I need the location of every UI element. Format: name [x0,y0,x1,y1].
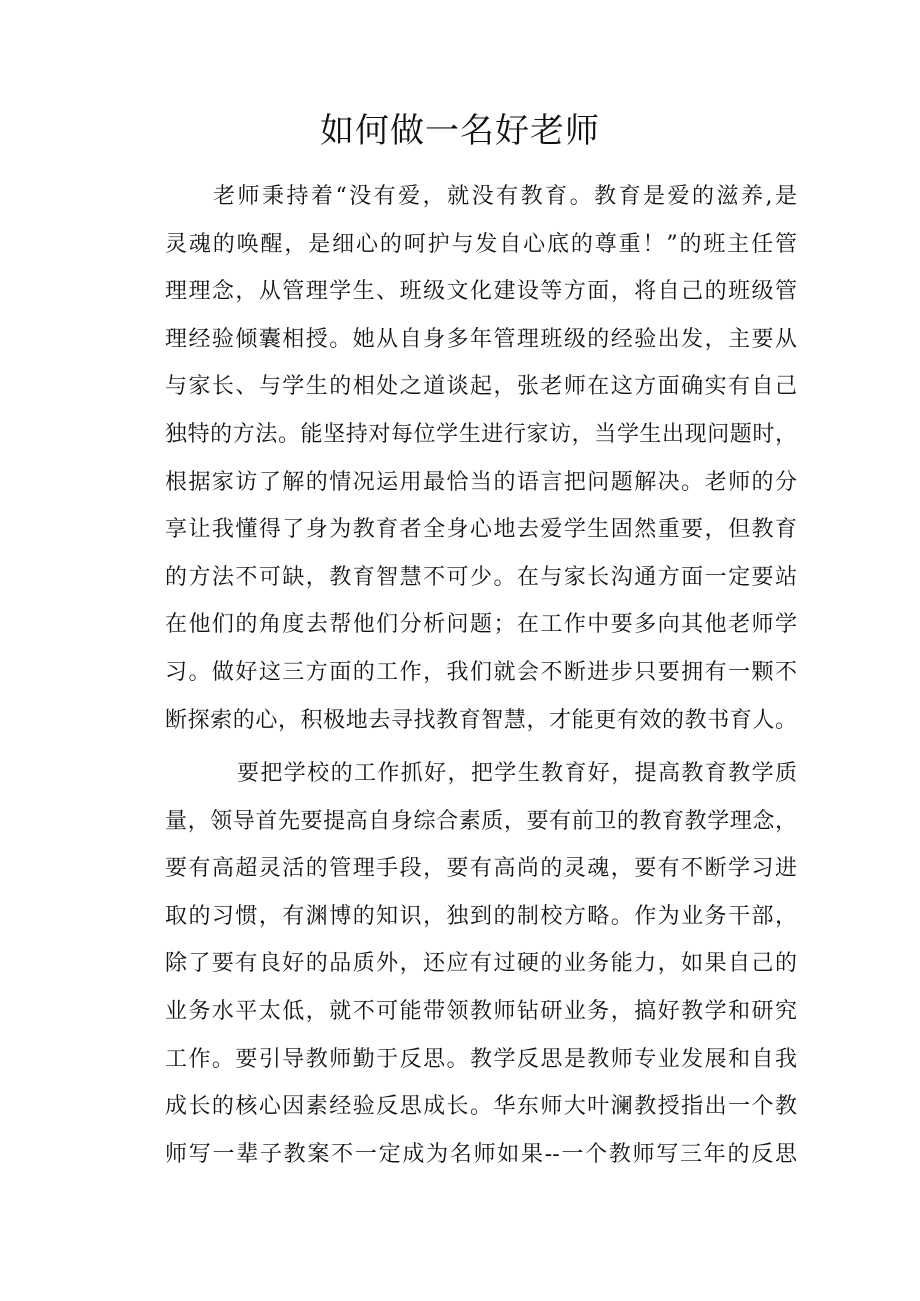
text-line: 量，领导首先要提高自身综合素质，要有前卫的教育教学理念， [165,808,797,834]
text-line: 师写一辈子教案不一定成为名师如果--一个教师写三年的反思 [165,1141,797,1167]
text-line: 要有高超灵活的管理手段，要有高尚的灵魂，要有不断学习进 [165,856,797,882]
paragraph-1 [165,173,797,744]
text-line: 与家长、与学生的相处之道谈起，张老师在这方面确实有自己 [165,374,797,400]
text-line: 成长的核心因素经验反思成长。华东师大叶澜教授指出一个教 [165,1094,797,1120]
text-line: 根据家访了解的情况运用最恰当的语言把问题解决。老师的分 [165,469,797,495]
text-line: 老师秉持着“没有爱，就没有教育。教育是爱的滋养,是 [213,184,797,209]
paragraph-2 [165,750,797,1178]
text-line: 工作。要引导教师勤于反思。教学反思是教师专业发展和自我 [165,1046,797,1072]
text-line: 理理念，从管理学生、班级文化建设等方面，将自己的班级管 [165,279,797,305]
text-line: 除了要有良好的品质外，还应有过硬的业务能力，如果自己的 [165,951,797,977]
text-line: 在他们的角度去帮他们分析问题；在工作中要多向其他老师学 [165,612,797,638]
text-line: 享让我懂得了身为教育者全身心地去爱学生固然重要，但教育 [165,517,797,543]
text-line: 的方法不可缺，教育智慧不可少。在与家长沟通方面一定要站 [165,564,797,590]
text-line: 独特的方法。能坚持对每位学生进行家访，当学生出现问题时， [165,421,797,447]
text-line: 习。做好这三方面的工作，我们就会不断进步只要拥有一颗不 [165,659,797,685]
text-line: 断探索的心，积极地去寻找教育智慧，才能更有效的教书育人。 [165,707,797,733]
text-line: 业务水平太低，就不可能带领教师钻研业务，搞好教学和研究 [165,998,797,1024]
document-title: 如何做一名好老师 [320,111,600,151]
text-line: 理经验倾囊相授。她从自身多年管理班级的经验出发，主要从 [165,326,797,352]
text-line: 灵魂的唤醒，是细心的呵护与发自心底的尊重！”的班主任管 [165,231,797,257]
text-line: 取的习惯，有渊博的知识，独到的制校方略。作为业务干部， [165,903,797,929]
text-line: 要把学校的工作抓好，把学生教育好，提高教育教学质 [237,761,797,786]
